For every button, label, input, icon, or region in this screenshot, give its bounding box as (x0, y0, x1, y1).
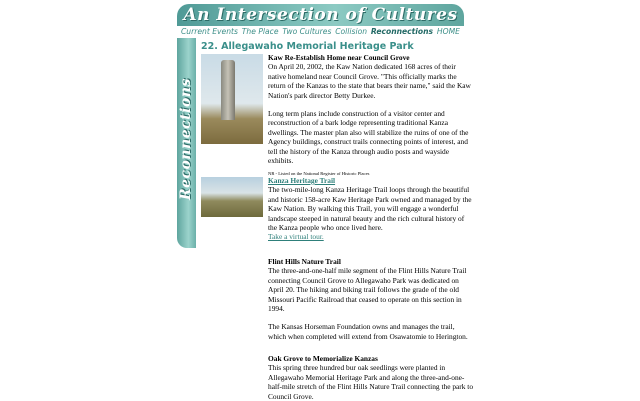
nav-home[interactable]: HOME (436, 27, 460, 36)
section-kaw-home (268, 53, 474, 177)
section-heading: Flint Hills Nature Trail (268, 257, 341, 266)
page-title: 22. Allegawaho Memorial Heritage Park (201, 41, 414, 52)
monument-shape (221, 60, 235, 120)
site-title: An Intersection of Cultures (183, 5, 458, 25)
header-banner (177, 4, 464, 26)
section-sidebar (177, 38, 196, 248)
register-note: NR - Listed on the National Register of Historic Places (268, 171, 370, 177)
nav-collision[interactable]: Collision (335, 27, 368, 36)
kanza-trail-link[interactable]: Kanza Heritage Trail (268, 176, 336, 185)
section-heading: Kaw Re-Establish Home near Council Grove (268, 53, 410, 62)
section-kanza-trail (268, 176, 474, 242)
nav-two-cultures[interactable]: Two Cultures (282, 27, 332, 36)
nav-current-events[interactable]: Current Events (181, 27, 238, 36)
section-paragraph: The Kansas Horseman Foundation owns and manages the trail, which when completed will extend from Osawatomie to Herington. (268, 322, 468, 341)
section-oak-grove (268, 354, 474, 401)
section-paragraph: The two-mile-long Kanza Heritage Trail loops through the beautiful and historic 158-acre Kaw Heritage Park owned and managed by the Kaw Nation. By walking this Trail, you will engage a wonderful landscape steeped in natural beauty and the rich cultural history of the Kanza people who once lived here. (268, 185, 472, 233)
sidebar-section-label: Reconnections (178, 78, 194, 200)
section-paragraph: On April 20, 2002, the Kaw Nation dedicated 168 acres of their native homeland near Council Grove. "This officially marks the return of the Kanzas to the state that bears their name," said the Kaw Nation's park director Betty Durkee. (268, 62, 471, 100)
section-heading: Oak Grove to Memorialize Kanzas (268, 354, 378, 363)
monument-photo (201, 54, 263, 144)
top-nav (177, 26, 464, 37)
section-paragraph: This spring three hundred bur oak seedlings were planted in Allegawaho Memorial Heritage Park and along the three-and-one-half-mile stretch of the Flint Hills Nature Trail connecting the park to Council Grove. (268, 363, 474, 401)
section-paragraph: The three-and-one-half mile segment of the Flint Hills Nature Trail connecting Council Grove to Allegawaho Park was dedicated on April 20. The hiking and biking trail follows the grade of the old Missouri Pacific Railroad that ceased to operate on this section in 1994. (268, 266, 467, 314)
nav-reconnections[interactable]: Reconnections (370, 27, 434, 36)
virtual-tour-link[interactable]: Take a virtual tour. (268, 232, 324, 242)
section-flint-hills (268, 257, 474, 341)
section-paragraph: Long term plans include construction of a visitor center and reconstruction of a bark lodge representing traditional Kanza dwellings. The master plan also will stabilize the ruins of one of the Agency buildings, construct trails connecting points of interest, and tell the history of the Kanza through audio posts and wayside exhibits. (268, 109, 469, 166)
nav-the-place[interactable]: The Place (241, 27, 279, 36)
trail-landscape-photo (201, 177, 263, 217)
